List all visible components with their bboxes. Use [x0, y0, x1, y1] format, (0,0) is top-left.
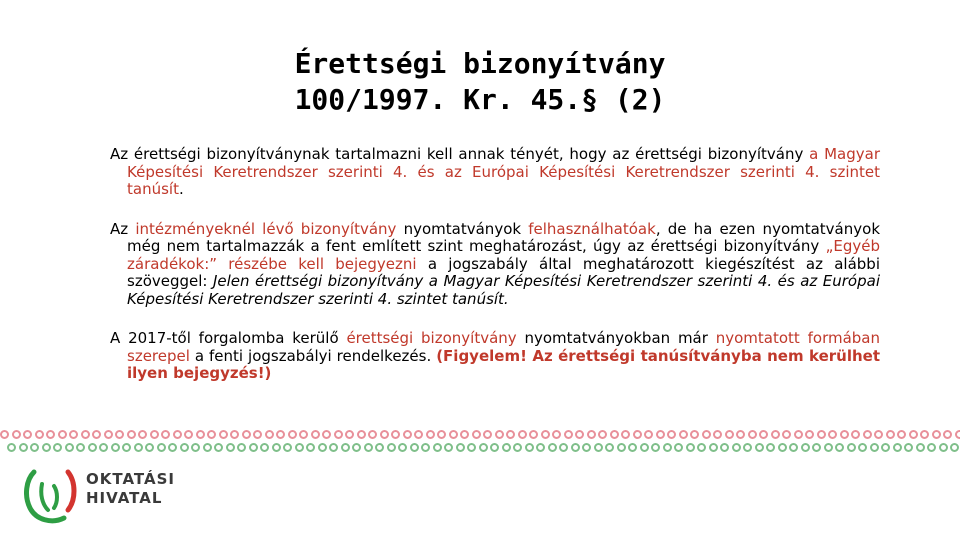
border-dot [150, 430, 159, 439]
border-dot [656, 430, 665, 439]
border-dot [203, 443, 212, 452]
border-dot [927, 443, 936, 452]
border-dot [575, 430, 584, 439]
border-dot [759, 430, 768, 439]
border-dot [840, 430, 849, 439]
border-dot [732, 443, 741, 452]
border-dot [219, 430, 228, 439]
border-dot [943, 430, 952, 439]
border-dot [260, 443, 269, 452]
border-dot [541, 430, 550, 439]
border-dot [771, 430, 780, 439]
border-dot [387, 443, 396, 452]
border-dot [122, 443, 131, 452]
border-dot [955, 430, 960, 439]
border-dot [709, 443, 718, 452]
border-dot [909, 430, 918, 439]
border-dot [552, 430, 561, 439]
border-dot [886, 430, 895, 439]
border-dot [145, 443, 154, 452]
border-dot [932, 430, 941, 439]
border-dot [518, 430, 527, 439]
border-dot [881, 443, 890, 452]
border-dot [65, 443, 74, 452]
title-line-1: Érettségi bizonyítvány [294, 47, 666, 80]
border-dot [283, 443, 292, 452]
border-dot [184, 430, 193, 439]
p2-text-e: , de ha ezen nyomtatványok még nem tartalmazzák a fent említett szint meghatározást, úgy az érettségi bizonyítvány [127, 219, 881, 255]
border-dot [817, 430, 826, 439]
border-dot [778, 443, 787, 452]
p2-highlight-usable: felhasználhatóak [528, 219, 656, 238]
p2-text-c: nyomtatványok [396, 219, 529, 238]
border-dot [276, 430, 285, 439]
document-body [110, 146, 880, 405]
page-title [0, 46, 960, 118]
border-dot [42, 443, 51, 452]
decorative-border-pink [0, 430, 960, 444]
border-dot [598, 430, 607, 439]
border-dot [375, 443, 384, 452]
border-dot [950, 443, 959, 452]
border-dot [667, 430, 676, 439]
border-dot [173, 430, 182, 439]
border-dot [69, 430, 78, 439]
border-dot [398, 443, 407, 452]
oktatasi-hivatal-logo [24, 466, 224, 526]
paragraph-3 [110, 330, 880, 383]
border-dot [755, 443, 764, 452]
border-dot [341, 443, 350, 452]
border-dot [207, 430, 216, 439]
p3-warning-continued: tanúsítványba nem kerülhet ilyen bejegyzés!) [127, 346, 880, 382]
p3-highlight-certificate: érettségi bizonyítvány [346, 329, 517, 347]
border-dot [299, 430, 308, 439]
border-dot [720, 443, 729, 452]
border-dot [249, 443, 258, 452]
border-dot [702, 430, 711, 439]
border-dot [789, 443, 798, 452]
border-dot [506, 430, 515, 439]
border-dot [644, 430, 653, 439]
border-dot [421, 443, 430, 452]
border-dot [237, 443, 246, 452]
border-dot [870, 443, 879, 452]
border-dot [329, 443, 338, 452]
border-dot [380, 430, 389, 439]
border-dot [334, 430, 343, 439]
border-dot [863, 430, 872, 439]
border-dot [161, 430, 170, 439]
border-dot [651, 443, 660, 452]
border-dot [812, 443, 821, 452]
border-dot [897, 430, 906, 439]
border-dot [180, 443, 189, 452]
border-dot [483, 430, 492, 439]
border-dot [858, 443, 867, 452]
border-dot [19, 443, 28, 452]
p2-text-g: a jogszabály által meghatározott kiegészítést az alábbi szöveggel: [127, 254, 880, 290]
border-dot [617, 443, 626, 452]
border-dot [449, 430, 458, 439]
border-dot [782, 430, 791, 439]
border-dot [288, 430, 297, 439]
border-dot [322, 430, 331, 439]
border-dot [311, 430, 320, 439]
border-dot [134, 443, 143, 452]
border-dot [92, 430, 101, 439]
border-dot [536, 443, 545, 452]
border-dot [743, 443, 752, 452]
border-dot [226, 443, 235, 452]
border-dot [426, 430, 435, 439]
border-dot [0, 430, 9, 439]
logo-line-1: OKTATÁSI [86, 470, 175, 488]
border-dot [874, 430, 883, 439]
border-dot [403, 430, 412, 439]
border-dot [318, 443, 327, 452]
p2-highlight-clauses: „Egyéb záradékok:” részébe kell bejegyezni [127, 237, 880, 273]
border-dot [410, 443, 419, 452]
border-dot [295, 443, 304, 452]
title-line-2: 100/1997. Kr. 45.§ (2) [294, 83, 666, 116]
border-dot [679, 430, 688, 439]
border-dot [456, 443, 465, 452]
border-dot [633, 430, 642, 439]
border-dot [168, 443, 177, 452]
border-dot [893, 443, 902, 452]
border-dot [904, 443, 913, 452]
border-dot [828, 430, 837, 439]
border-dot [495, 430, 504, 439]
border-dot [88, 443, 97, 452]
border-dot [690, 430, 699, 439]
p3-text-c: nyomtatványokban már [516, 329, 716, 347]
border-dot [674, 443, 683, 452]
border-dot [368, 430, 377, 439]
owl-logo-icon [24, 466, 80, 526]
border-dot [23, 430, 32, 439]
border-dot [364, 443, 373, 452]
border-dot [111, 443, 120, 452]
border-dot [697, 443, 706, 452]
border-dot [265, 430, 274, 439]
border-dot [444, 443, 453, 452]
p2-quoted-text: Jelen érettségi bizonyítvány a Magyar Képesítési Keretrendszer szerinti 4. és az Európai Képesítési Keretrendszer szerinti 4. szintet tanúsít. [127, 272, 880, 308]
border-dot [571, 443, 580, 452]
border-dot [460, 430, 469, 439]
border-dot [513, 443, 522, 452]
border-dot [433, 443, 442, 452]
border-dot [242, 430, 251, 439]
border-dot [939, 443, 948, 452]
border-dot [345, 430, 354, 439]
p2-text-a: Az [110, 219, 136, 238]
border-dot [479, 443, 488, 452]
border-dot [847, 443, 856, 452]
p1-text-c: . [178, 180, 184, 198]
border-dot [104, 430, 113, 439]
border-dot [127, 430, 136, 439]
border-dot [357, 430, 366, 439]
p3-text-a: A 2017-től forgalomba kerülő [110, 329, 347, 347]
border-dot [736, 430, 745, 439]
border-dot [214, 443, 223, 452]
border-dot [472, 430, 481, 439]
paragraph-2 [110, 221, 880, 309]
p1-highlight: a Magyar Képesítési Keretrendszer szerinti 4. és az Európai Képesítési Keretrendszer szerinti 4. szintet tanúsít [127, 145, 880, 198]
border-dot [548, 443, 557, 452]
border-dot [437, 430, 446, 439]
border-dot [53, 443, 62, 452]
border-dot [594, 443, 603, 452]
logo-text [86, 470, 175, 508]
border-dot [916, 443, 925, 452]
border-dot [824, 443, 833, 452]
border-dot [58, 430, 67, 439]
border-dot [157, 443, 166, 452]
border-dot [12, 430, 21, 439]
border-dot [467, 443, 476, 452]
border-dot [564, 430, 573, 439]
border-dot [272, 443, 281, 452]
decorative-border-green [7, 443, 960, 457]
paragraph-1 [110, 146, 880, 199]
border-dot [628, 443, 637, 452]
border-dot [621, 430, 630, 439]
logo-line-2: HIVATAL [86, 489, 163, 507]
border-dot [801, 443, 810, 452]
border-dot [920, 430, 929, 439]
border-dot [138, 430, 147, 439]
border-dot [391, 430, 400, 439]
border-dot [115, 430, 124, 439]
border-dot [794, 430, 803, 439]
border-dot [81, 430, 90, 439]
border-dot [686, 443, 695, 452]
p2-highlight-institutions: intézményeknél lévő bizonyítvány [135, 219, 397, 238]
border-dot [587, 430, 596, 439]
border-dot [725, 430, 734, 439]
border-dot [559, 443, 568, 452]
p3-highlight-printed: nyomtatott formában szerepel [127, 329, 880, 365]
border-dot [610, 430, 619, 439]
border-dot [640, 443, 649, 452]
border-dot [46, 430, 55, 439]
border-dot [230, 430, 239, 439]
border-dot [191, 443, 200, 452]
border-dot [835, 443, 844, 452]
border-dot [76, 443, 85, 452]
border-dot [748, 430, 757, 439]
border-dot [253, 430, 262, 439]
border-dot [99, 443, 108, 452]
border-dot [805, 430, 814, 439]
border-dot [306, 443, 315, 452]
border-dot [502, 443, 511, 452]
border-dot [766, 443, 775, 452]
border-dot [7, 443, 16, 452]
border-dot [196, 430, 205, 439]
border-dot [525, 443, 534, 452]
border-dot [663, 443, 672, 452]
border-dot [352, 443, 361, 452]
border-dot [35, 430, 44, 439]
border-dot [582, 443, 591, 452]
border-dot [30, 443, 39, 452]
border-dot [851, 430, 860, 439]
p3-warning: (Figyelem! Az érettségi [436, 346, 636, 365]
border-dot [529, 430, 538, 439]
border-dot [713, 430, 722, 439]
border-dot [414, 430, 423, 439]
p3-text-e: a fenti jogszabályi rendelkezés. [189, 346, 437, 365]
border-dot [605, 443, 614, 452]
border-dot [490, 443, 499, 452]
p1-text-a: Az érettségi bizonyítványnak tartalmazni kell annak tényét, hogy az érettségi bizonyítvány [110, 145, 810, 163]
